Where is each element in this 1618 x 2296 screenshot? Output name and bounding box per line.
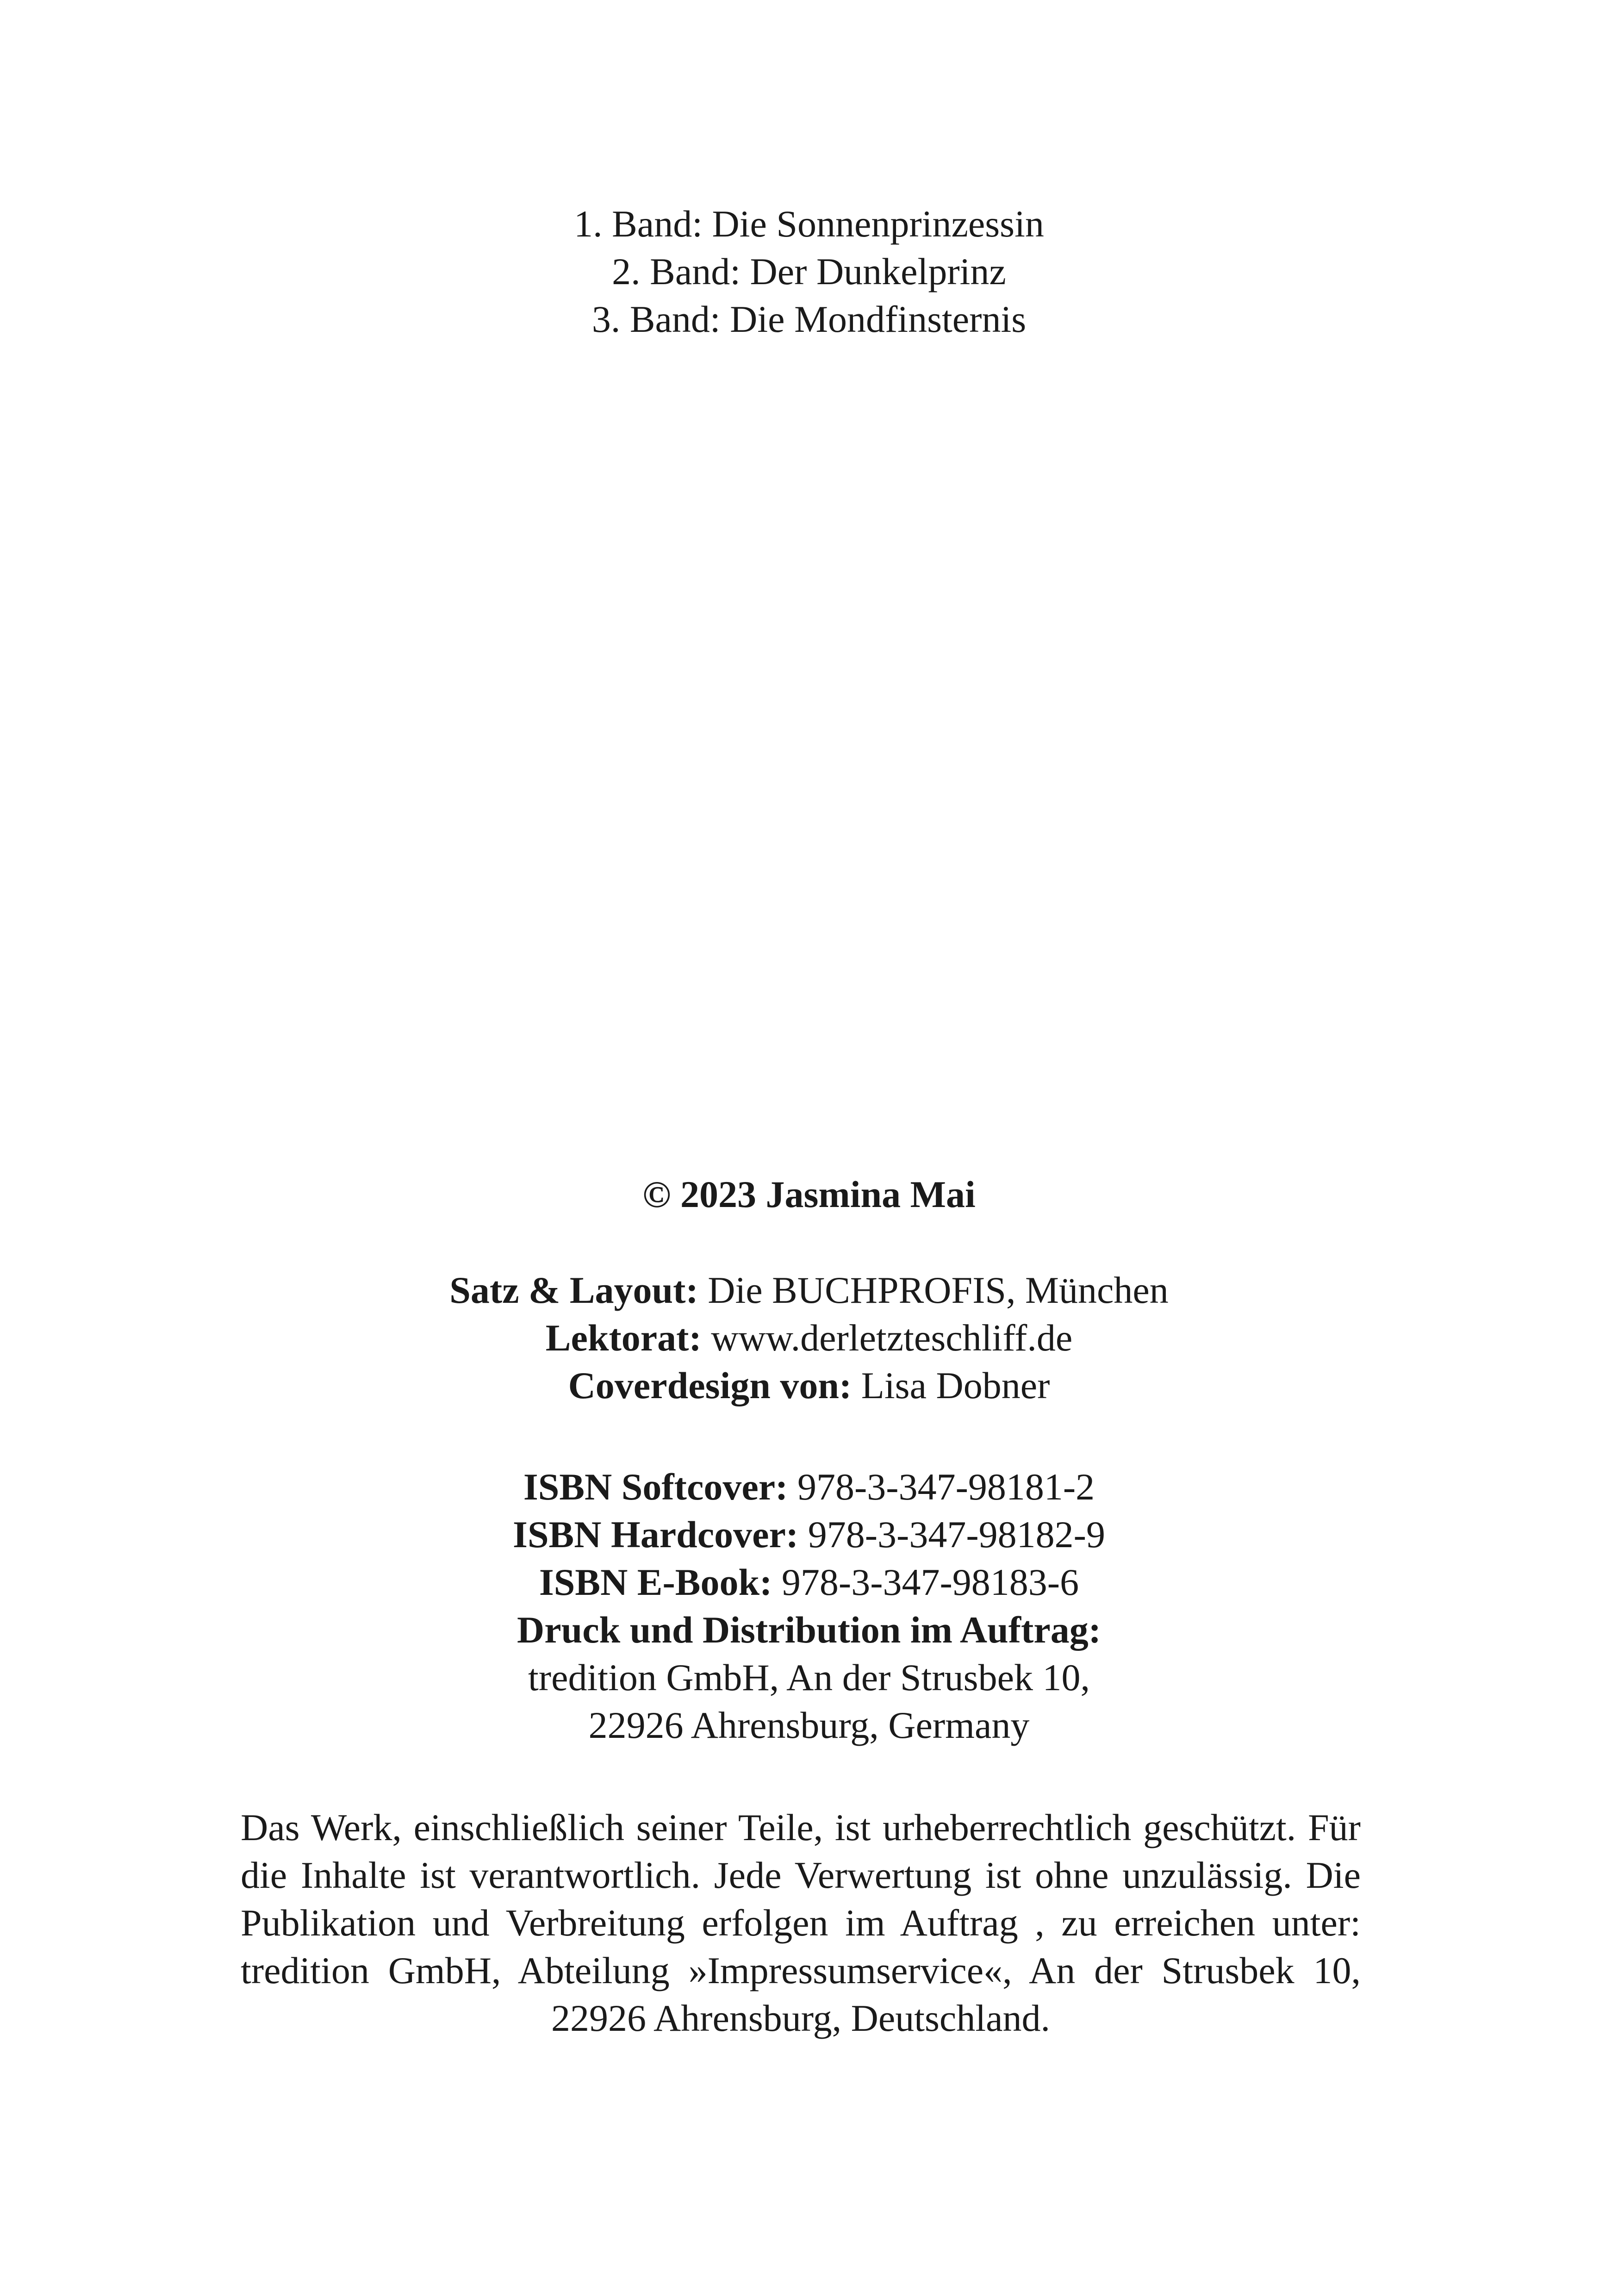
legal-notice: Das Werk, einschließlich seiner Teile, ist urheberrechtlich geschützt. Für die Inhalte ist verantwortlich. Jede Verwertung ist ohne unzulässig. Die Publikation und Verbreitung erfolgen im Auftrag , zu erreichen unter: tredition GmbH, Abteilung »Impressumservice«, An der Strusbek 10, 22926 Ahrensburg, Deutschland.: [241, 1806, 1361, 2039]
isbn-label: ISBN Hardcover:: [513, 1513, 799, 1556]
credits-section: [0, 1266, 1618, 1409]
credit-editing: [0, 1314, 1618, 1362]
credit-value: www.derletzteschliff.de: [711, 1317, 1073, 1359]
copyright-notice: [0, 1170, 1618, 1218]
credit-label: Coverdesign von:: [568, 1364, 852, 1406]
credit-value: Die BUCHPROFIS, München: [708, 1269, 1169, 1311]
copyright-line: © 2023 Jasmina Mai: [642, 1173, 976, 1215]
credit-label: Lektorat:: [545, 1317, 702, 1359]
isbn-softcover: [0, 1463, 1618, 1511]
isbn-section: [0, 1463, 1618, 1749]
isbn-value: 978-3-347-98183-6: [781, 1561, 1079, 1603]
isbn-label: ISBN E-Book:: [539, 1561, 772, 1603]
credit-value: Lisa Dobner: [861, 1364, 1050, 1406]
distribution-address-line: 22926 Ahrensburg, Germany: [588, 1704, 1030, 1746]
series-volume-1: 1. Band: Die Sonnenprinzessin: [574, 203, 1044, 245]
distribution-label: Druck und Distribution im Auftrag:: [517, 1609, 1101, 1651]
isbn-ebook: [0, 1558, 1618, 1606]
distribution-address-line: tredition GmbH, An der Strusbek 10,: [528, 1656, 1090, 1699]
credit-typesetting: [0, 1266, 1618, 1314]
isbn-value: 978-3-347-98182-9: [808, 1513, 1105, 1556]
credit-cover-design: [0, 1362, 1618, 1409]
credit-label: Satz & Layout:: [449, 1269, 698, 1311]
series-volume-2: 2. Band: Der Dunkelprinz: [612, 250, 1006, 292]
isbn-label: ISBN Softcover:: [523, 1466, 788, 1508]
series-list: [0, 200, 1618, 343]
series-volume-3: 3. Band: Die Mondfinsternis: [591, 298, 1027, 340]
isbn-value: 978-3-347-98181-2: [797, 1466, 1095, 1508]
isbn-hardcover: [0, 1511, 1618, 1558]
